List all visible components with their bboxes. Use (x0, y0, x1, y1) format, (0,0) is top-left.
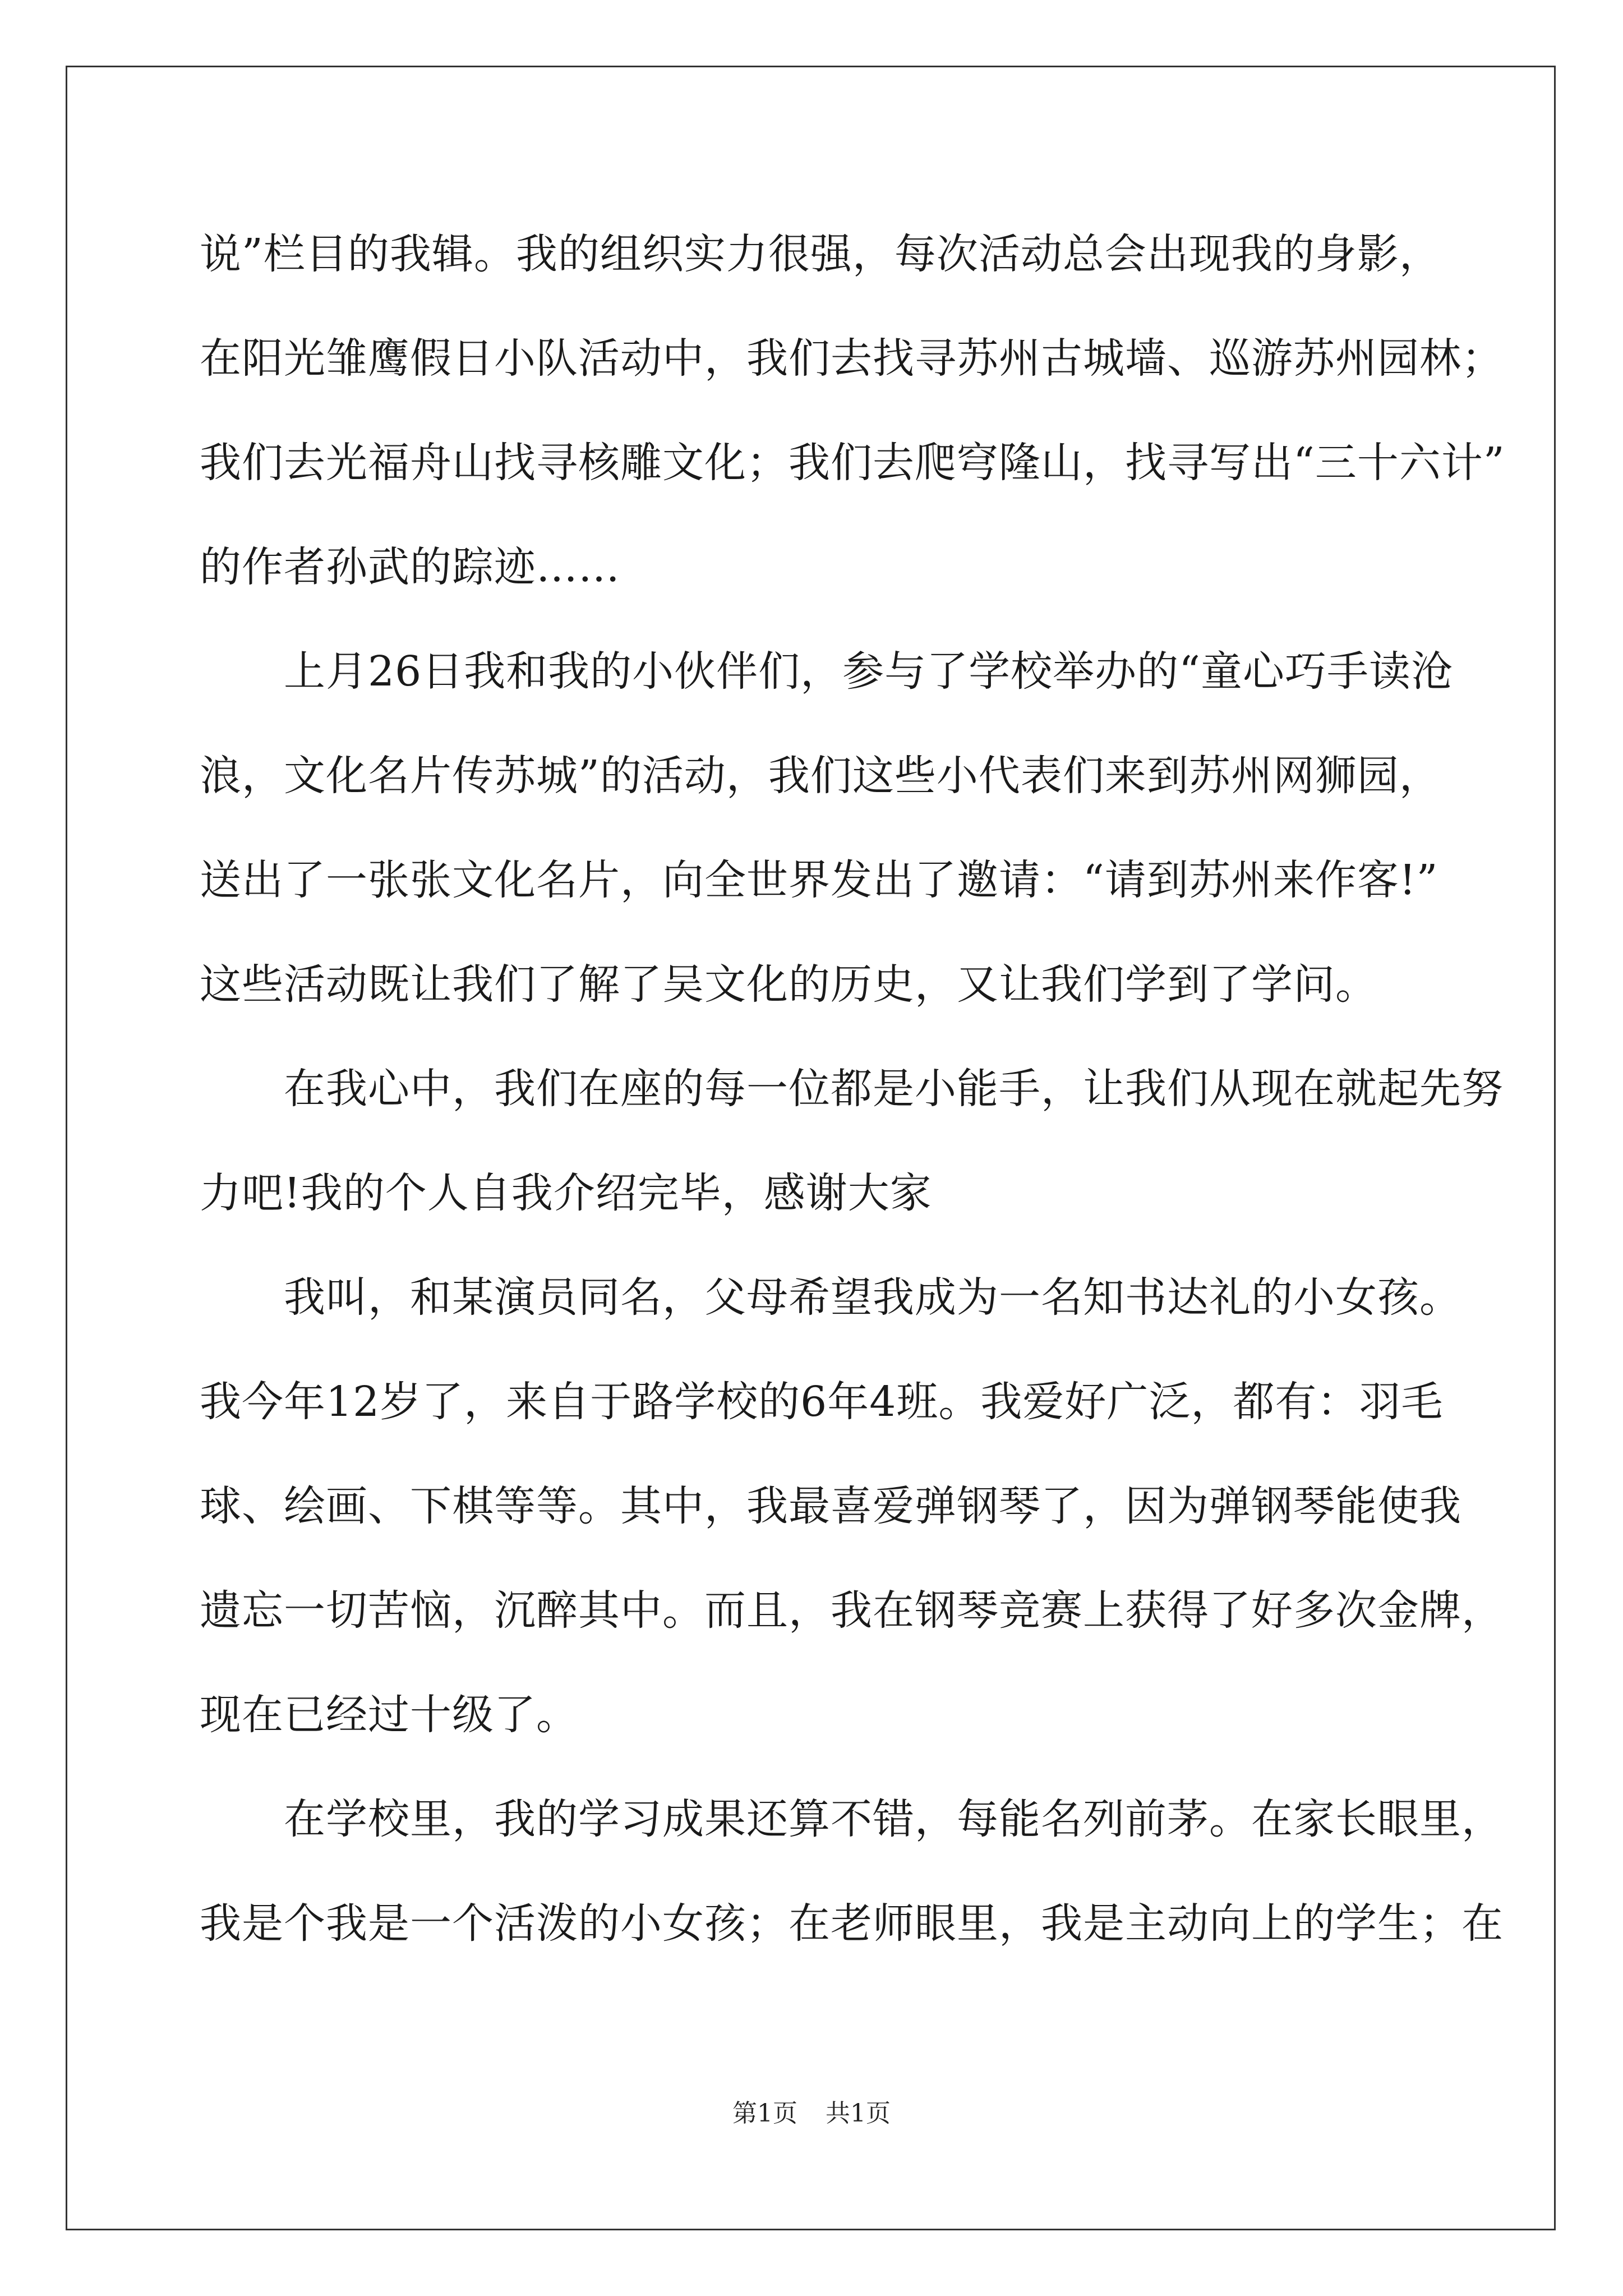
text-line: 在学校里，我的学习成果还算不错，每能名列前茅。在家长眼里， (200, 1795, 1504, 1843)
text-line: 上月26日我和我的小伙伴们，参与了学校举办的“童心巧手读沧 (200, 647, 1453, 696)
page-number: 第1页 (732, 2099, 797, 2128)
text-line: 浪，文化名片传苏城”的活动，我们这些小代表们来到苏州网狮园， (200, 752, 1441, 800)
page-total: 共1页 (826, 2099, 891, 2128)
text-line: 力吧!我的个人自我介绍完毕，感谢大家 (200, 1169, 932, 1217)
text-line: 遗忘一切苦恼，沉醉其中。而且，我在钢琴竞赛上获得了好多次金牌， (200, 1586, 1504, 1635)
text-line: 说”栏目的我辑。我的组织实力很强，每次活动总会出现我的身影， (200, 230, 1441, 278)
text-line: 在我心中，我们在座的每一位都是小能手，让我们从现在就起先努 (200, 1065, 1504, 1113)
text-line: 我今年12岁了，来自于路学校的6年4班。我爱好广泛，都有：羽毛 (200, 1378, 1444, 1426)
text-line: 我是个我是一个活泼的小女孩；在老师眼里，我是主动向上的学生；在 (200, 1899, 1504, 1948)
text-line: 球、绘画、下棋等等。其中，我最喜爱弹钢琴了，因为弹钢琴能使我 (200, 1482, 1461, 1530)
text-line: 我叫，和某演员同名，父母希望我成为一名知书达礼的小女孩。 (200, 1273, 1461, 1322)
text-line: 现在已经过十级了。 (200, 1691, 578, 1739)
page-footer (0, 2097, 1623, 2131)
text-line: 的作者孙武的踪迹…… (200, 543, 620, 591)
text-line: 这些活动既让我们了解了吴文化的历史，又让我们学到了学问。 (200, 960, 1377, 1009)
document-body (200, 202, 1505, 1976)
text-line: 在阳光雏鹰假日小队活动中，我们去找寻苏州古城墙、巡游苏州园林； (200, 334, 1504, 383)
text-line: 我们去光福舟山找寻核雕文化；我们去爬穹隆山，找寻写出“三十六计” (200, 439, 1505, 487)
text-line: 送出了一张张文化名片，向全世界发出了邀请：“请到苏州来作客!” (200, 856, 1438, 904)
